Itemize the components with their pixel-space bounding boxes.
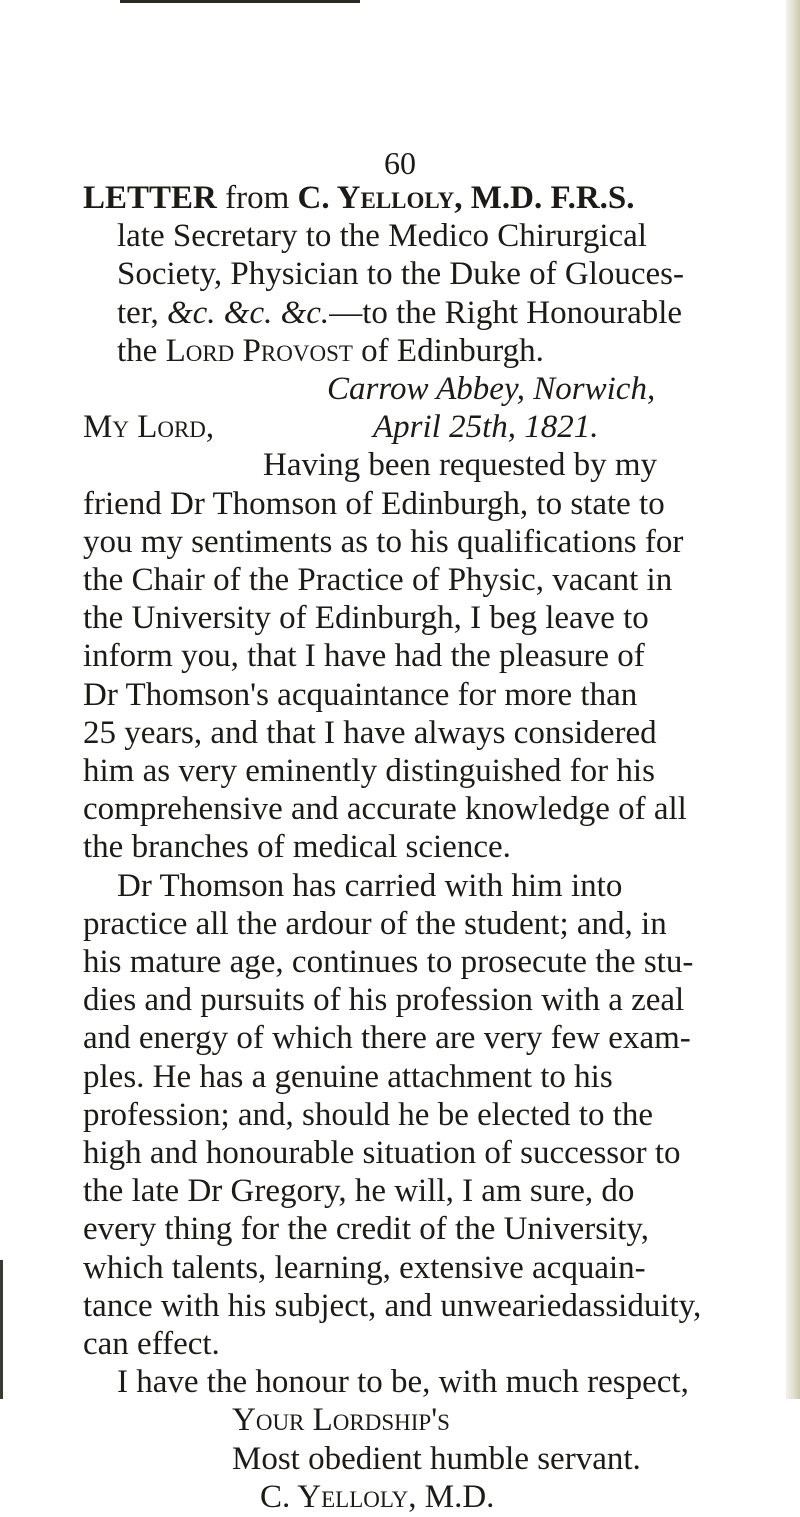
body-line: 25 years, and that I have always considered [83, 715, 657, 751]
closing-servant: Most obedient humble servant. [232, 1441, 641, 1477]
letter-heading-line-5 [117, 331, 544, 371]
letter-heading-line-3: Society, Physician to the Duke of Glouces- [117, 256, 684, 292]
closing-address: Your Lordship's [232, 1402, 450, 1438]
body-line: friend Dr Thomson of Edinburgh, to state to [83, 486, 665, 522]
date-text: April 25th, 1821. [373, 409, 599, 445]
body-line: Having been requested by my [263, 447, 658, 483]
letter-heading-line-4 [117, 293, 682, 333]
body-line: practice all the ardour of the student; and, in [83, 906, 667, 942]
body-line: high and honourable situation of successor to [83, 1135, 681, 1171]
body-line: Dr Thomson has carried with him into [117, 868, 623, 904]
body-line: the late Dr Gregory, he will, I am sure, do [83, 1173, 635, 1209]
from-word: from [216, 180, 298, 216]
body-line: him as very eminently distinguished for his [83, 753, 655, 789]
body-line: profession; and, should he be elected to the [83, 1097, 654, 1133]
body-line: ples. He has a genuine attachment to his [83, 1059, 613, 1095]
date-line [373, 407, 599, 447]
heading-line4-addressee: —to the Right Honourable [329, 295, 683, 331]
page-number: 60 [384, 145, 416, 181]
salutation: My Lord, [83, 409, 215, 445]
body-line: tance with his subject, and unweariedassiduity, [83, 1288, 702, 1324]
letter-word: LETTER [83, 180, 217, 216]
body-line: the University of Edinburgh, I beg leave to [83, 600, 649, 636]
closing-line: I have the honour to be, with much respect, [117, 1364, 689, 1400]
body-line: the branches of medical science. [83, 829, 511, 865]
heading-line4-text: ter, [117, 295, 167, 331]
letter-heading-line-2: late Secretary to the Medico Chirurgical [117, 218, 647, 254]
lord-provost-title: Lord Provost [165, 333, 353, 369]
author-name: C. Yelloly, M.D. F.R.S. [297, 180, 635, 216]
body-line: Dr Thomson's acquaintance for more than [83, 677, 638, 713]
body-line: comprehensive and accurate knowledge of all [83, 791, 687, 827]
body-line: you my sentiments as to his qualifications for [83, 524, 684, 560]
letter-heading-line-1 [83, 178, 635, 218]
body-line: his mature age, continues to prosecute the stu- [83, 944, 694, 980]
body-line: the Chair of the Practice of Physic, vacant in [83, 562, 673, 598]
body-line: and energy of which there are very few exam- [83, 1020, 691, 1056]
et-cetera: &c. &c. &c. [166, 295, 330, 331]
body-line: inform you, that I have had the pleasure of [83, 638, 645, 674]
top-edge-mark [120, 0, 360, 3]
page-edge-shadow [786, 0, 800, 1399]
signature: C. Yelloly, M.D. [260, 1479, 495, 1515]
body-line: which talents, learning, extensive acquain- [83, 1250, 646, 1286]
heading-line5-end: of Edinburgh. [352, 333, 544, 369]
place-line: Carrow Abbey, Norwich, [327, 371, 656, 407]
body-line: every thing for the credit of the University, [83, 1211, 650, 1247]
heading-line5-text: the [117, 333, 166, 369]
body-line: dies and pursuits of his profession with a zeal [83, 982, 685, 1018]
body-line: can effect. [83, 1326, 220, 1362]
page-left-edge-mark [0, 1260, 3, 1399]
